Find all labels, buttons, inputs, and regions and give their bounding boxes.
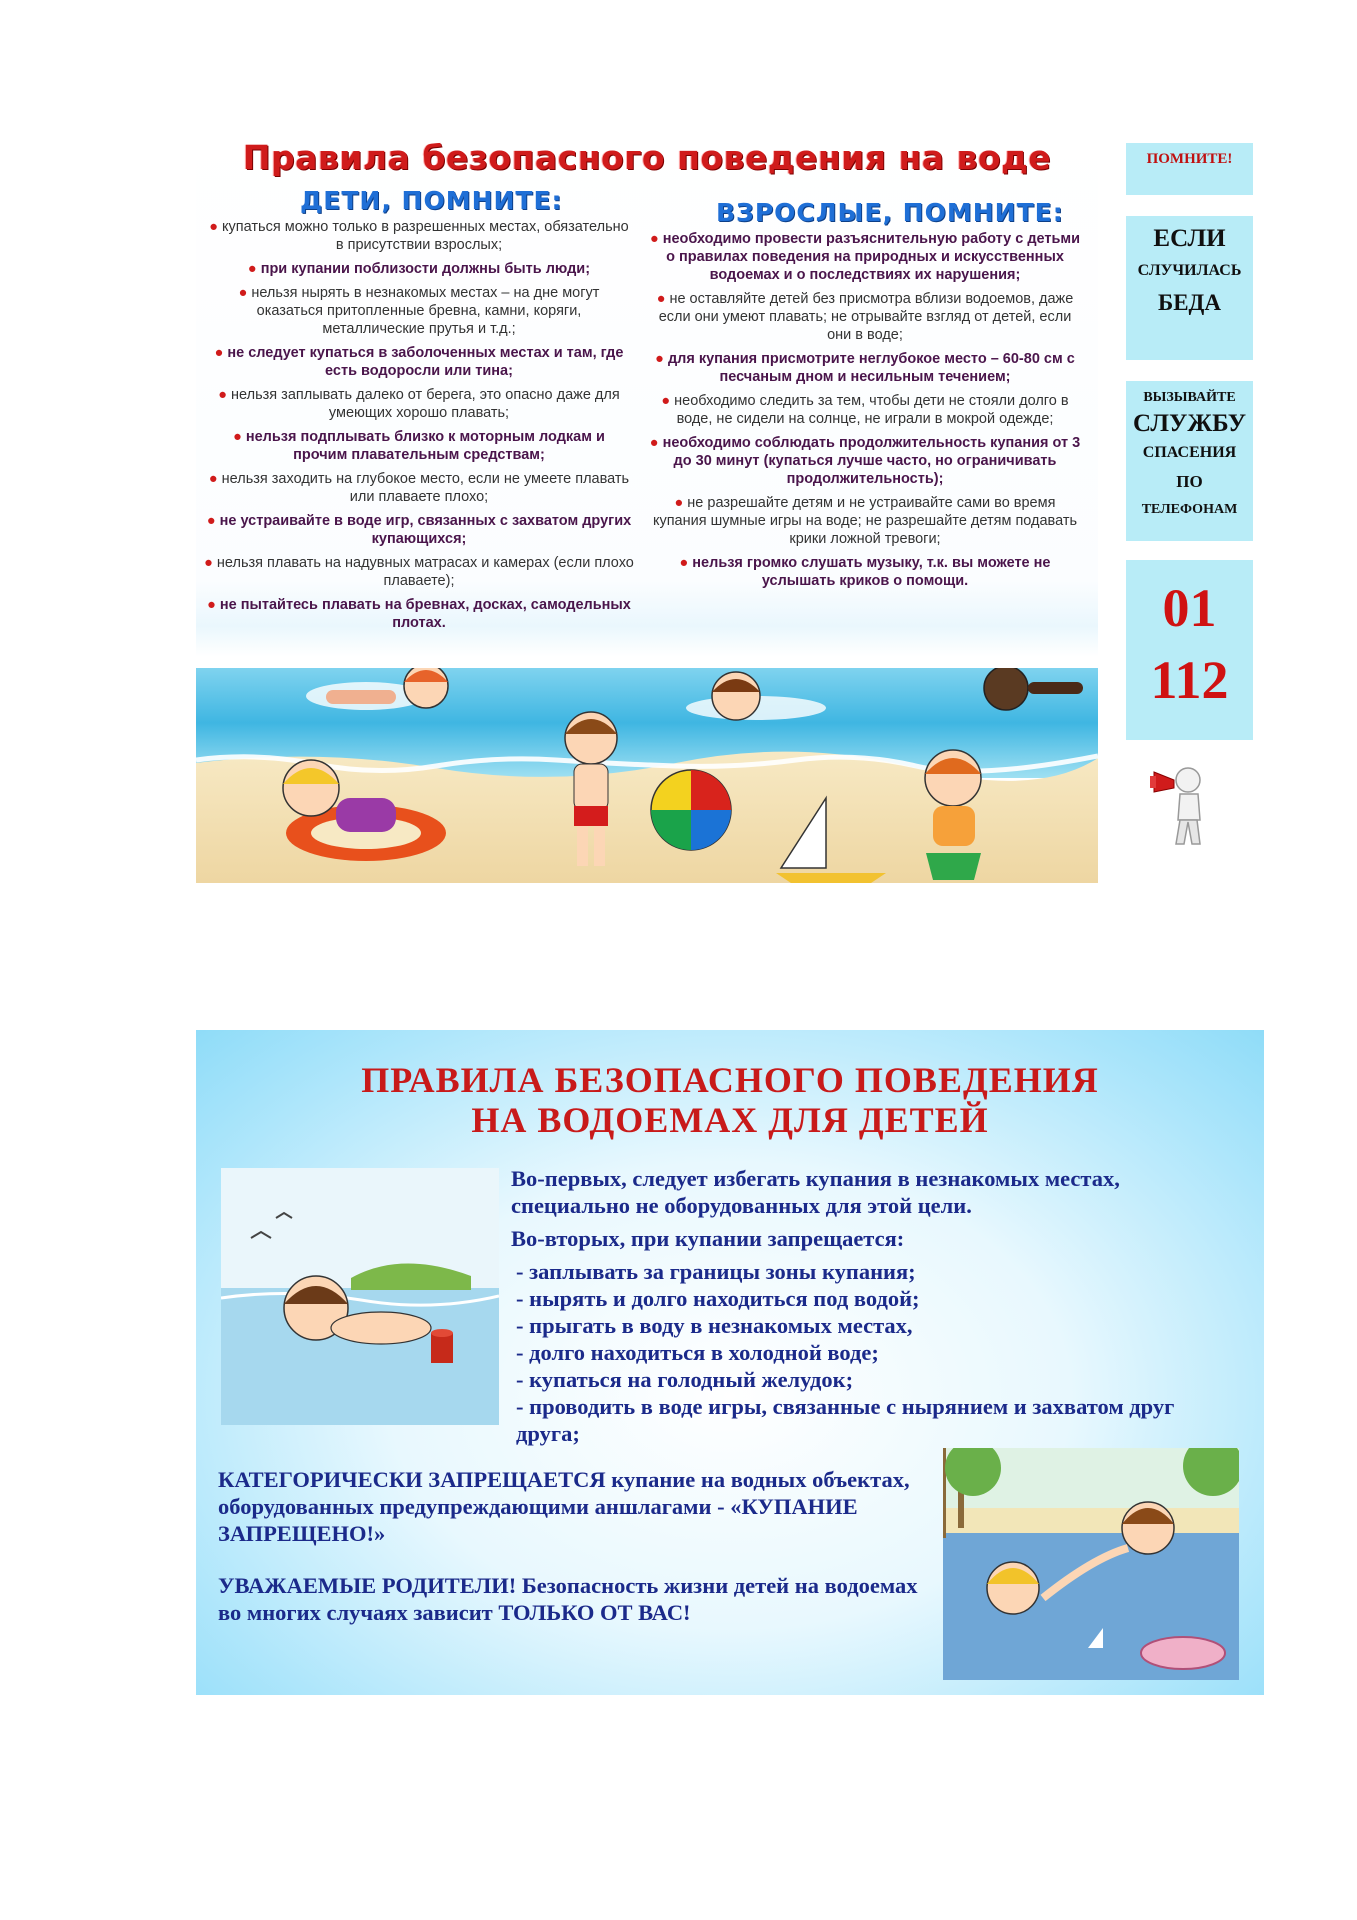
adults-rule-text: не оставляйте детей без присмотра вблизи водоемов, даже если они умеют плавать; не отрывайте взгляд от детей, если они в воде; xyxy=(658,291,1074,343)
list-item: - долго находиться в холодной воде; xyxy=(516,1340,879,1365)
kids-rule xyxy=(204,596,634,632)
bullet-icon: ● xyxy=(214,345,224,361)
kids-rule xyxy=(204,344,634,380)
kids-rule-text: при купании поблизости должны быть люди; xyxy=(260,261,591,277)
kids-rule-text: нельзя плавать на надувных матрасах и камерах (если плохо плаваете); xyxy=(216,555,634,589)
trouble-line-1: ЕСЛИ xyxy=(1153,225,1226,252)
adults-rule-text: необходимо провести разъяснительную работу с детьми о правилах поведения на природных и искусственных водоемах и о последствиях их нарушения; xyxy=(662,231,1081,283)
poster2-title-line-2: НА ВОДОЕМАХ ДЛЯ ДЕТЕЙ xyxy=(471,1100,989,1140)
rescue-illustration xyxy=(943,1448,1239,1680)
kids-rule-text: нельзя заплывать далеко от берега, это опасно даже для умеющих хорошо плавать; xyxy=(231,387,620,421)
kids-rule-text: нельзя заходить на глубокое место, если не умеете плавать или плаваете плохо; xyxy=(221,471,630,505)
bullet-icon: ● xyxy=(206,513,216,529)
kids-rule xyxy=(204,428,634,464)
bullet-icon: ● xyxy=(661,393,671,409)
adults-rule xyxy=(646,230,1084,284)
second-rule-heading: Во-вторых, при купании запрещается: xyxy=(511,1226,905,1251)
kids-rule-text: не пытайтесь плавать на бревнах, досках, самодельных плотах. xyxy=(219,597,631,631)
kids-rule xyxy=(204,470,634,506)
adults-rule xyxy=(646,290,1084,344)
remember-box xyxy=(1126,143,1253,195)
call-rescue-box xyxy=(1126,381,1253,541)
list-item: - прыгать в воду в незнакомых местах, xyxy=(516,1313,913,1338)
bullet-icon: ● xyxy=(679,555,689,571)
call-line-5: ТЕЛЕФОНАМ xyxy=(1141,502,1238,517)
kids-rule xyxy=(204,218,634,254)
if-trouble-box xyxy=(1126,216,1253,360)
adults-rule-text: для купания присмотрите неглубокое место – 60-80 см с песчаным дном и несильным течением; xyxy=(667,351,1075,385)
water-safety-poster xyxy=(196,128,1098,883)
water-bodies-safety-poster xyxy=(196,1030,1264,1695)
bullet-icon: ● xyxy=(674,495,684,511)
list-item: - заплывать за границы зоны купания; xyxy=(516,1259,916,1284)
poster2-title-line-1: ПРАВИЛА БЕЗОПАСНОГО ПОВЕДЕНИЯ xyxy=(361,1060,1099,1100)
bullet-icon: ● xyxy=(649,435,659,451)
kids-heading: ДЕТИ, ПОМНИТЕ: xyxy=(300,186,563,215)
kids-rules-list xyxy=(204,218,634,638)
bullet-icon: ● xyxy=(238,285,248,301)
adults-rule xyxy=(646,554,1084,590)
kids-rule xyxy=(204,512,634,548)
parents-caps: УВАЖАЕМЫЕ РОДИТЕЛИ! xyxy=(218,1573,517,1598)
bullet-icon: ● xyxy=(233,429,242,445)
beach-illustration xyxy=(196,668,1098,883)
swimming-child-illustration xyxy=(221,1168,499,1425)
adults-rule xyxy=(646,392,1084,428)
bullet-icon: ● xyxy=(208,471,218,487)
strictly-prohibited-caps: КАТЕГОРИЧЕСКИ ЗАПРЕЩАЕТСЯ xyxy=(218,1467,606,1492)
adults-heading: ВЗРОСЛЫЕ, ПОМНИТЕ: xyxy=(716,198,1064,227)
bullet-icon: ● xyxy=(656,291,666,307)
kids-rule xyxy=(204,386,634,422)
call-line-3: СПАСЕНИЯ xyxy=(1142,444,1237,461)
phone-number-1: 01 xyxy=(1162,578,1217,638)
phone-number-2: 112 xyxy=(1150,650,1229,710)
kids-rule xyxy=(204,554,634,590)
strictly-prohibited-note xyxy=(218,1466,938,1547)
trouble-line-2: СЛУЧИЛАСЬ xyxy=(1137,262,1242,279)
call-line-4: ПО xyxy=(1176,472,1203,491)
list-item: - нырять и долго находиться под водой; xyxy=(516,1286,920,1311)
adults-rules-list xyxy=(646,230,1084,596)
list-item: - проводить в воде игры, связанные с нырянием и захватом друг друга; xyxy=(516,1394,1175,1446)
kids-rule-text: не устраивайте в воде игр, связанных с захватом других купающихся; xyxy=(219,513,632,547)
list-item: - купаться на голодный желудок; xyxy=(516,1367,854,1392)
adults-rule xyxy=(646,350,1084,386)
adults-rule xyxy=(646,434,1084,488)
parents-note xyxy=(218,1572,938,1626)
kids-rule xyxy=(204,260,634,278)
bullet-icon: ● xyxy=(218,387,228,403)
adults-rule-text: не разрешайте детям и не устраивайте сами во время купания шумные игры на воде; не разрешайте детям подавать крики ложной тревоги; xyxy=(652,495,1078,547)
bullet-icon: ● xyxy=(649,231,659,247)
first-rule: Во-первых, следует избегать купания в незнакомых местах, специально не оборудованных для этой цели. xyxy=(511,1166,1120,1218)
parents-rest: Безопасность жизни детей на водоемах во многих случаях зависит ТОЛЬКО ОТ ВАС! xyxy=(218,1573,918,1625)
call-line-1: ВЫЗЫВАЙТЕ xyxy=(1143,390,1236,405)
bullet-icon: ● xyxy=(207,597,216,613)
bullet-icon: ● xyxy=(209,219,219,235)
adults-rule-text: нельзя громко слушать музыку, т.к. вы можете не услышать криков о помощи. xyxy=(692,555,1051,589)
adults-rule-text: необходимо соблюдать продолжительность купания от 3 до 30 минут (купаться лучше часто, но ограничивать продолжительность); xyxy=(662,435,1081,487)
prohibited-list xyxy=(516,1258,1216,1447)
remember-label: ПОМНИТЕ! xyxy=(1146,151,1233,167)
adults-rule-text: необходимо следить за тем, чтобы дети не стояли долго в воде, не сидели на солнце, не играли в мокрой одежде; xyxy=(674,393,1069,427)
poster-title: Правила безопасного поведения на воде xyxy=(242,138,1052,177)
phone-numbers-box xyxy=(1126,560,1253,740)
kids-rule xyxy=(204,284,634,338)
bullet-icon: ● xyxy=(204,555,213,571)
trouble-line-3: БЕДА xyxy=(1158,290,1221,315)
strictly-prohibited-rest: купание на водных объектах, оборудованных предупреждающими аншлагами - «КУПАНИЕ ЗАПРЕЩЕНО!» xyxy=(218,1467,910,1546)
megaphone-figure-icon xyxy=(1150,758,1220,848)
bullet-icon: ● xyxy=(247,261,257,277)
kids-rule-text: нельзя нырять в незнакомых местах – на дне могут оказаться притопленные бревна, камни, коряги, металлические прутья и т.д.; xyxy=(251,285,600,337)
adults-rule xyxy=(646,494,1084,548)
kids-rule-text: не следует купаться в заболоченных местах и там, где есть водоросли или тина; xyxy=(227,345,624,379)
poster2-title xyxy=(196,1060,1264,1140)
bullet-icon: ● xyxy=(655,351,664,367)
kids-rule-text: нельзя подплывать близко к моторным лодкам и прочим плавательным средствам; xyxy=(245,429,605,463)
kids-rule-text: купаться можно только в разрешенных местах, обязательно в присутствии взрослых; xyxy=(222,219,629,253)
call-line-2: СЛУЖБУ xyxy=(1132,410,1247,437)
